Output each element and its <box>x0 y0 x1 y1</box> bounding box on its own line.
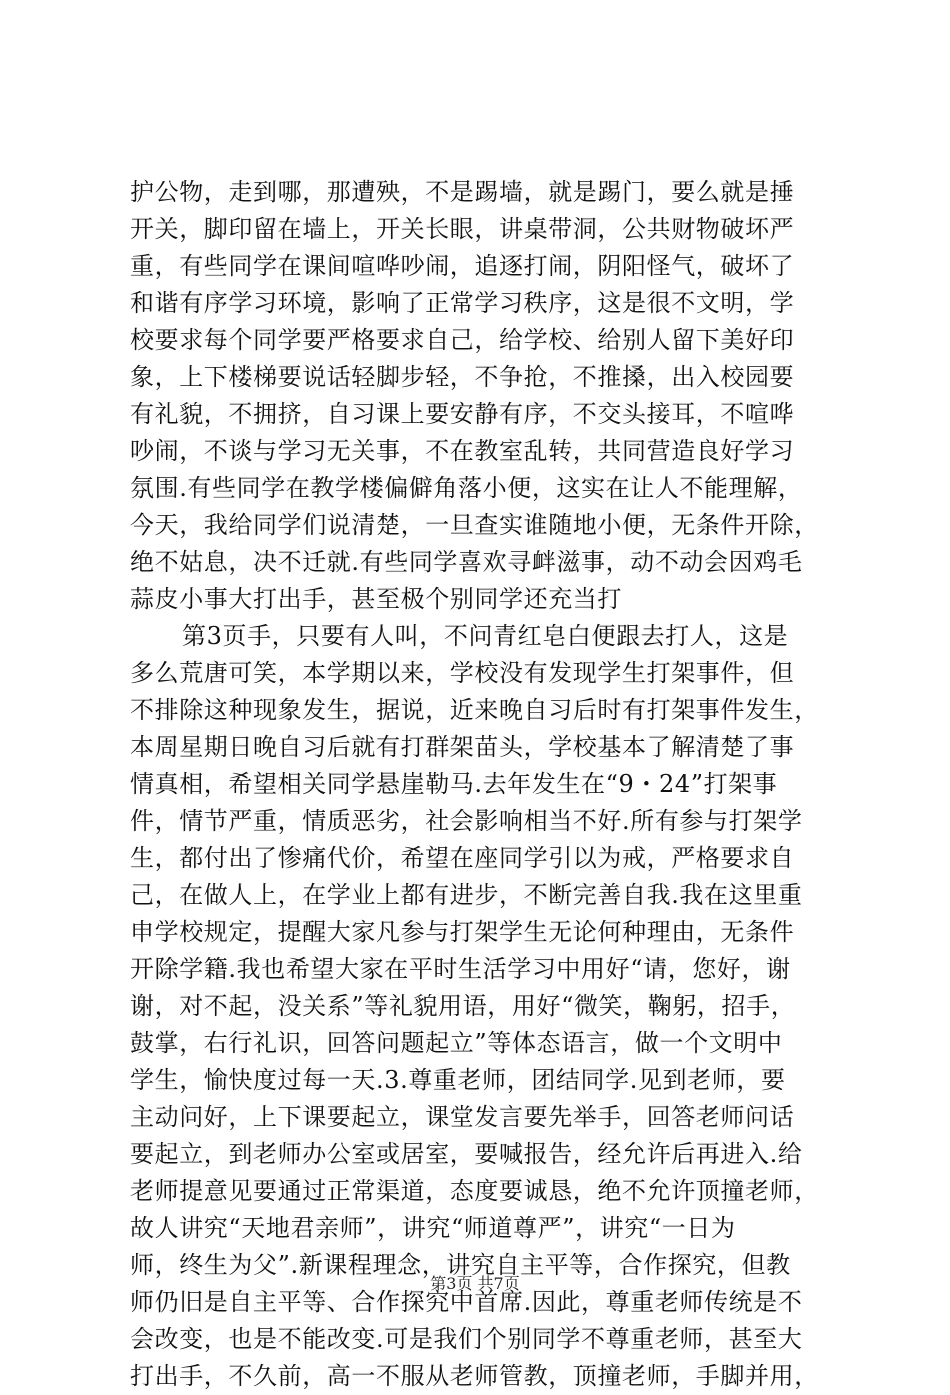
text-line: 开除学籍.我也希望大家在平时生活学习中用好“请，您好，谢 <box>130 955 791 983</box>
text-line: 不排除这种现象发生，据说，近来晚自习后时有打架事件发生， <box>130 696 819 724</box>
text-line: 谢，对不起，没关系”等礼貌用语，用好“微笑，鞠躬，招手， <box>130 992 796 1020</box>
text-line: 老师提意见要通过正常渠道，态度要诚恳，绝不允许顶撞老师， <box>130 1177 819 1205</box>
text-line: 件，情节严重，情质恶劣，社会影响相当不好.所有参与打架学 <box>130 807 803 835</box>
text-line: 和谐有序学习环境，影响了正常学习秩序，这是很不文明，学 <box>130 289 795 317</box>
text-line: 今天，我给同学们说清楚，一旦查实谁随地小便，无条件开除， <box>130 511 819 539</box>
text-line: 师，终生为父”.新课程理念，讲究自主平等，合作探究，但教 <box>130 1251 791 1279</box>
text-line: 师仍旧是自主平等、合作探究中首席.因此，尊重老师传统是不 <box>130 1288 803 1316</box>
text-line: 吵闹，不谈与学习无关事，不在教室乱转，共同营造良好学习 <box>130 437 795 465</box>
text-line: 鼓掌，右行礼识，回答问题起立”等体态语言，做一个文明中 <box>130 1029 783 1057</box>
text-line: 申学校规定，提醒大家凡参与打架学生无论何种理由，无条件 <box>130 918 795 946</box>
text-line: 重，有些同学在课间喧哗吵闹，追逐打闹，阴阳怪气，破坏了 <box>130 252 795 280</box>
text-line: 校要求每个同学要严格要求自己，给学校、给别人留下美好印 <box>130 326 795 354</box>
text-line: 第3页手，只要有人叫，不问青红皂白便跟去打人，这是 <box>182 622 789 650</box>
text-line: 氛围.有些同学在教学楼偏僻角落小便，这实在让人不能理解， <box>130 474 803 502</box>
text-line: 会改变，也是不能改变.可是我们个别同学不尊重老师，甚至大 <box>130 1325 803 1353</box>
body-text <box>130 174 850 1395</box>
text-line: 学生，愉快度过每一天.3.尊重老师，团结同学.见到老师，要 <box>130 1066 786 1094</box>
text-line: 护公物，走到哪，那遭殃，不是踢墙，就是踢门，要么就是捶 <box>130 178 795 206</box>
text-line: 故人讲究“天地君亲师”，讲究“师道尊严”，讲究“一日为 <box>130 1214 736 1242</box>
text-line: 本周星期日晚自习后就有打群架苗头，学校基本了解清楚了事 <box>130 733 795 761</box>
page-footer: 第3页 共7页 <box>430 1274 520 1293</box>
text-line: 绝不姑息，决不迁就.有些同学喜欢寻衅滋事，动不动会因鸡毛 <box>130 548 803 576</box>
text-line: 要起立，到老师办公室或居室，要喊报告，经允许后再进入.给 <box>130 1140 803 1168</box>
text-line: 蒜皮小事大打出手，甚至极个别同学还充当打 <box>130 585 622 613</box>
text-line: 象，上下楼梯要说话轻脚步轻，不争抢，不推搡，出入校园要 <box>130 363 795 391</box>
text-line: 情真相，希望相关同学悬崖勒马.去年发生在“9・24”打架事 <box>130 770 778 798</box>
text-line: 己，在做人上，在学业上都有进步，不断完善自我.我在这里重 <box>130 881 803 909</box>
text-line: 生，都付出了惨痛代价，希望在座同学引以为戒，严格要求自 <box>130 844 795 872</box>
text-line: 多么荒唐可笑，本学期以来，学校没有发现学生打架事件，但 <box>130 659 795 687</box>
text-line: 有礼貌，不拥挤，自习课上要安静有序，不交头接耳，不喧哗 <box>130 400 795 428</box>
text-line: 开关，脚印留在墙上，开关长眼，讲桌带洞，公共财物破坏严 <box>130 215 795 243</box>
text-line: 打出手，不久前，高一不服从老师管教，顶撞老师，手脚并用， <box>130 1362 819 1390</box>
text-line: 主动问好，上下课要起立，课堂发言要先举手，回答老师问话 <box>130 1103 795 1131</box>
